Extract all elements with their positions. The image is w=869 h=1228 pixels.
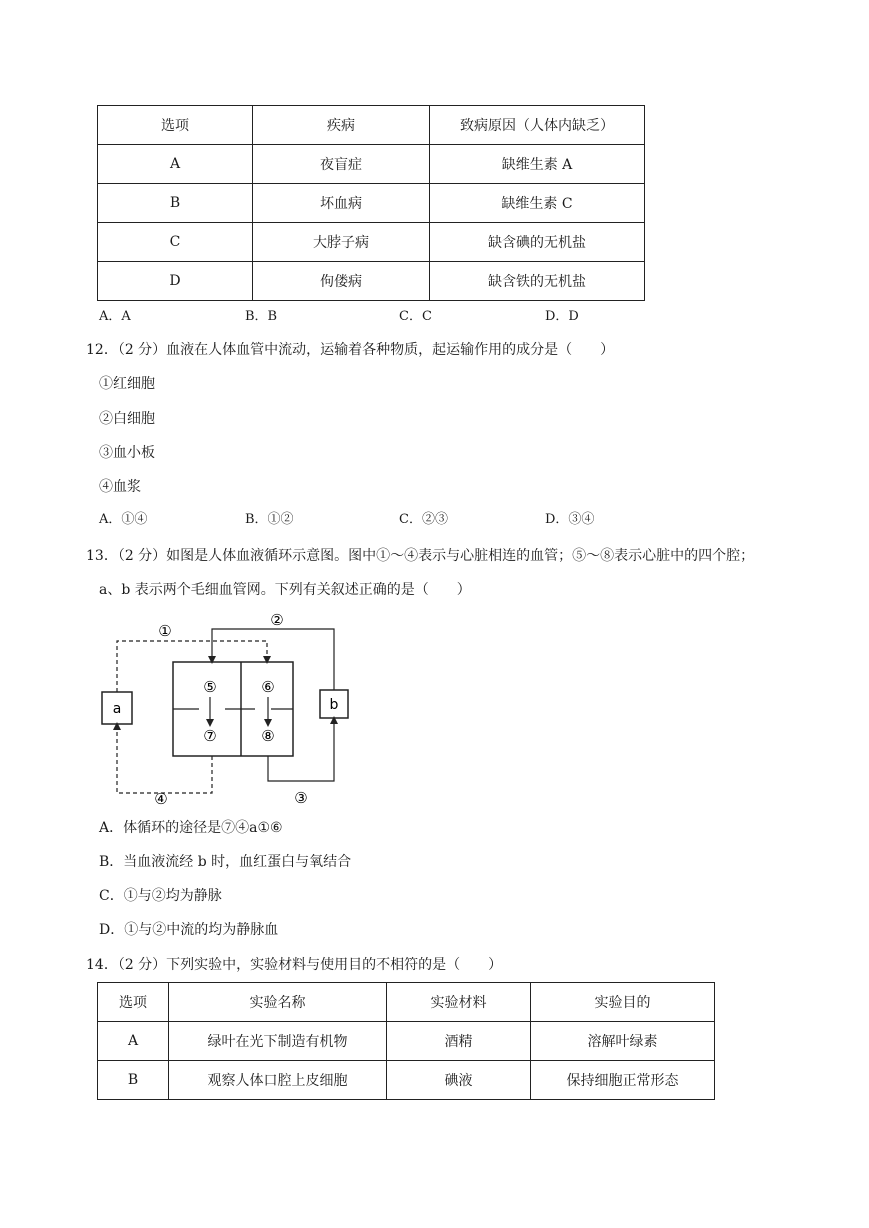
q12-item: ①红细胞 bbox=[99, 376, 155, 392]
table-cell: 夜盲症 bbox=[253, 145, 430, 184]
table-cell: 缺含碘的无机盐 bbox=[430, 223, 645, 262]
q13-stem-line1: 13．（2 分）如图是人体血液循环示意图。图中①～④表示与心脏相连的血管；⑤～⑧表示心脏中的四个腔； bbox=[86, 548, 755, 564]
table-cell: A bbox=[98, 145, 253, 184]
table-cell: 缺含铁的无机盐 bbox=[430, 262, 645, 301]
q12-item: ②白细胞 bbox=[99, 411, 155, 427]
table-cell: 碘液 bbox=[387, 1061, 531, 1100]
table-header-cell: 疾病 bbox=[253, 106, 430, 145]
table-cell: 佝偻病 bbox=[253, 262, 430, 301]
q12-item: ④血浆 bbox=[99, 479, 141, 495]
q13-option-d: D．①与②中流的均为静脉血 bbox=[99, 922, 279, 938]
table-row bbox=[98, 184, 645, 223]
table-cell: 溶解叶绿素 bbox=[531, 1022, 715, 1061]
table-header-cell: 实验材料 bbox=[387, 983, 531, 1022]
vessel-label: ③ bbox=[294, 789, 308, 807]
q13-option-b: B．当血液流经 b 时，血红蛋白与氧结合 bbox=[99, 854, 352, 870]
table-cell: 观察人体口腔上皮细胞 bbox=[169, 1061, 387, 1100]
q12-stem: 12．（2 分）血液在人体血管中流动，运输着各种物质，起运输作用的成分是（ ） bbox=[86, 342, 615, 358]
q14-stem: 14．（2 分）下列实验中，实验材料与使用目的不相符的是（ ） bbox=[86, 957, 503, 973]
table-header-cell: 实验名称 bbox=[169, 983, 387, 1022]
q12-option-b: B．①② bbox=[245, 512, 294, 527]
table-header-cell: 实验目的 bbox=[531, 983, 715, 1022]
box-a-label: a bbox=[112, 701, 122, 717]
table-cell: 绿叶在光下制造有机物 bbox=[169, 1022, 387, 1061]
q13-option-c: C．①与②均为静脉 bbox=[99, 888, 222, 904]
table-header-cell: 致病原因（人体内缺乏） bbox=[430, 106, 645, 145]
table-cell: 保持细胞正常形态 bbox=[531, 1061, 715, 1100]
q11-option-b: B．B bbox=[245, 309, 278, 324]
table-cell: A bbox=[98, 1022, 169, 1061]
table-row bbox=[98, 1022, 715, 1061]
chamber-label: ⑦ bbox=[203, 727, 217, 745]
q13-option-a: A．体循环的途径是⑦④a①⑥ bbox=[99, 820, 283, 836]
table-row bbox=[98, 262, 645, 301]
table-cell: B bbox=[98, 1061, 169, 1100]
q12-item: ③血小板 bbox=[99, 445, 155, 461]
table-cell: 酒精 bbox=[387, 1022, 531, 1061]
table-cell: D bbox=[98, 262, 253, 301]
q11-option-a: A．A bbox=[99, 309, 131, 324]
experiment-table bbox=[97, 982, 715, 1100]
q12-option-a: A．①④ bbox=[99, 512, 148, 527]
table-header-row bbox=[98, 983, 715, 1022]
table-cell: 缺维生素 A bbox=[430, 145, 645, 184]
vessel-label: ② bbox=[270, 611, 284, 629]
table-header-cell: 选项 bbox=[98, 106, 253, 145]
table-cell: 坏血病 bbox=[253, 184, 430, 223]
table-cell: 大脖子病 bbox=[253, 223, 430, 262]
table-cell: 缺维生素 C bbox=[430, 184, 645, 223]
q12-option-d: D．③④ bbox=[545, 512, 595, 527]
table-row bbox=[98, 1061, 715, 1100]
q11-option-c: C．C bbox=[399, 309, 432, 324]
table-cell: C bbox=[98, 223, 253, 262]
chamber-label: ⑧ bbox=[261, 727, 275, 745]
table-header-row bbox=[98, 106, 645, 145]
table-header-cell: 选项 bbox=[98, 983, 169, 1022]
vessel-label: ④ bbox=[154, 790, 168, 808]
vessel-label: ① bbox=[158, 622, 172, 640]
q11-option-d: D．D bbox=[545, 309, 579, 324]
chamber-label: ⑥ bbox=[261, 678, 275, 696]
table-row bbox=[98, 145, 645, 184]
q13-stem-line2: a、b 表示两个毛细血管网。下列有关叙述正确的是（ ） bbox=[99, 582, 471, 598]
chamber-label: ⑤ bbox=[203, 678, 217, 696]
disease-table bbox=[97, 105, 645, 301]
q12-option-c: C．②③ bbox=[399, 512, 448, 527]
box-b-label: b bbox=[329, 697, 339, 713]
table-cell: B bbox=[98, 184, 253, 223]
table-row bbox=[98, 223, 645, 262]
blood-circulation-diagram bbox=[95, 605, 365, 810]
